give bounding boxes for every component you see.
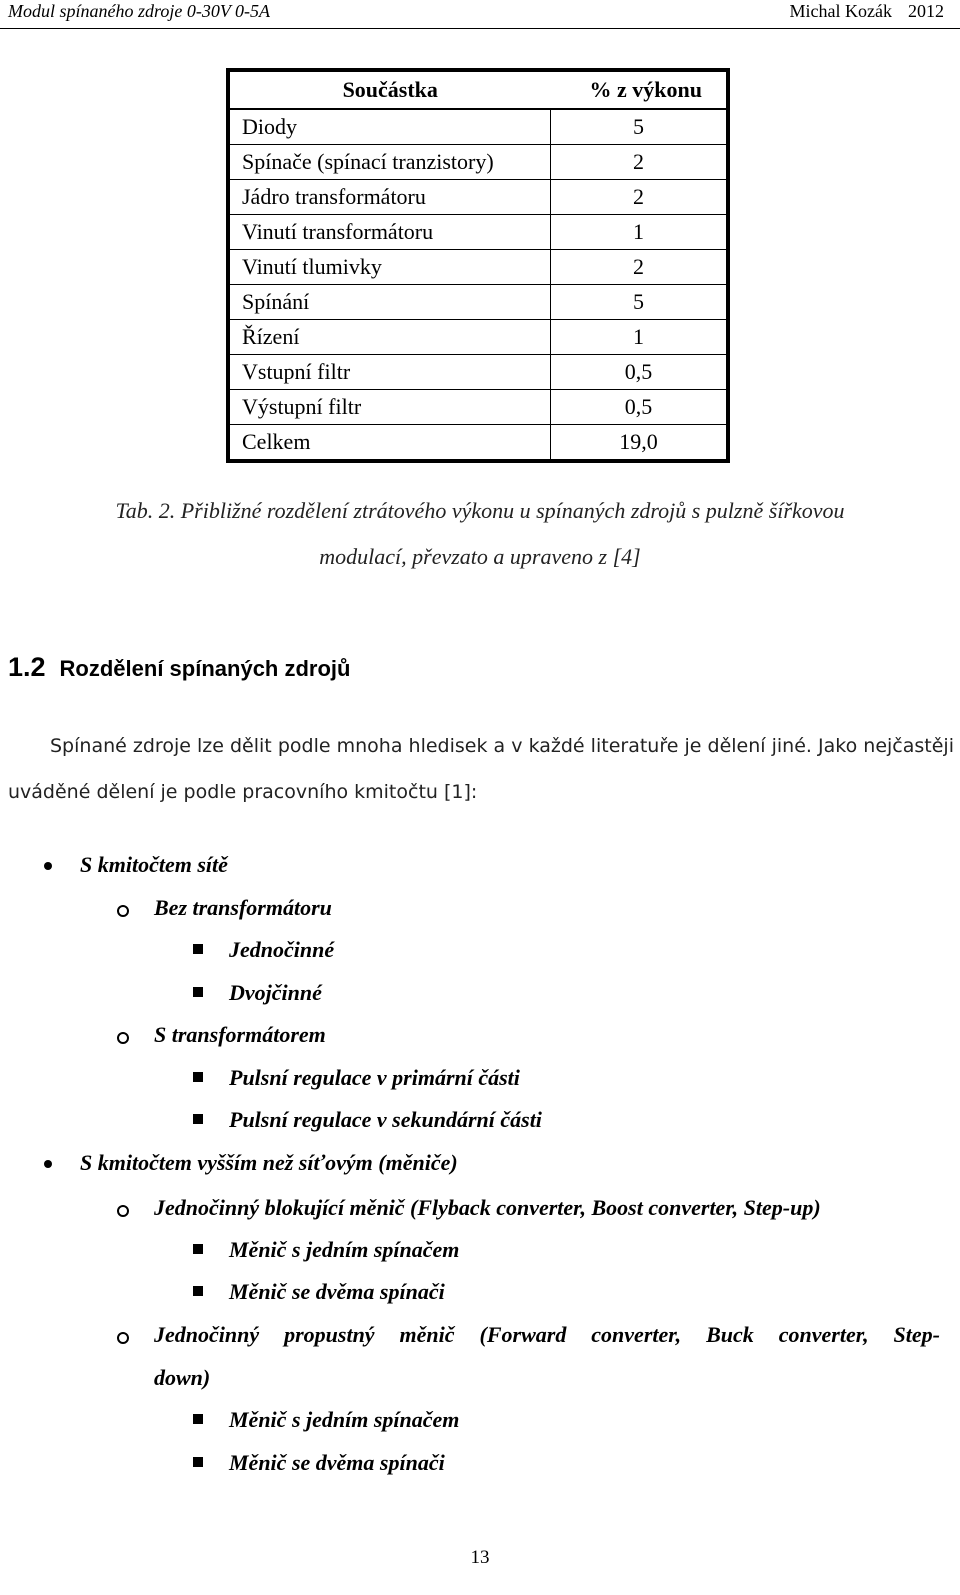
list-item [154, 891, 332, 925]
list-item-label: Měnič s jedním spínačem [229, 1237, 460, 1262]
bullet-square-icon [193, 944, 203, 954]
table-cell-component: Spínání [228, 285, 551, 320]
table-header-row [228, 70, 728, 109]
table-cell-percent: 1 [551, 320, 729, 355]
caption-line-2: modulací, převzato a upraveno z [4] [319, 544, 641, 569]
list-item [229, 1103, 542, 1137]
table-row [228, 250, 728, 285]
table-cell-component: Vstupní filtr [228, 355, 551, 390]
loss-distribution-table [226, 68, 730, 463]
table-cell-component: Diody [228, 109, 551, 145]
bullet-square-icon [193, 1286, 203, 1296]
bullet-dot-icon [44, 1160, 52, 1168]
list-item [229, 976, 322, 1010]
author-name: Michal Kozák [789, 1, 892, 21]
caption-line-1: Tab. 2. Přibližné rozdělení ztrátového výkonu u spínaných zdrojů s pulzně šířkovou [115, 498, 845, 523]
list-item-label: Měnič se dvěma spínači [229, 1279, 445, 1304]
bullet-circle-icon [117, 1332, 129, 1344]
bullet-square-icon [193, 1457, 203, 1467]
list-item [154, 1191, 821, 1225]
table-cell-percent: 0,5 [551, 390, 729, 425]
bullet-square-icon [193, 1114, 203, 1124]
table-row [228, 355, 728, 390]
section-heading [8, 652, 350, 683]
table-cell-percent: 5 [551, 109, 729, 145]
table-cell-component: Spínače (spínací tranzistory) [228, 145, 551, 180]
column-header-component: Součástka [228, 70, 551, 109]
table-cell-component: Celkem [228, 425, 551, 462]
list-item-label: Měnič s jedním spínačem [229, 1407, 460, 1432]
list-item-label: Jednočinný blokující měnič (Flyback converter, Boost converter, Step-up) [154, 1195, 821, 1220]
table-cell-percent: 0,5 [551, 355, 729, 390]
list-item [80, 1146, 458, 1180]
list-item [229, 933, 334, 967]
list-item-label: Jednočinné [229, 937, 335, 962]
list-item [154, 1018, 326, 1052]
header-author-year [790, 1, 944, 22]
table-row [228, 215, 728, 250]
bullet-circle-icon [117, 1205, 129, 1217]
table-cell-component: Výstupní filtr [228, 390, 551, 425]
table-row [228, 180, 728, 215]
list-item [229, 1233, 459, 1267]
list-item-label: down) [154, 1365, 211, 1390]
list-item-label: Bez transformátoru [154, 895, 332, 920]
table-caption [0, 488, 960, 580]
table-cell-percent: 2 [551, 145, 729, 180]
body-paragraph [8, 723, 954, 815]
table-cell-component: Vinutí tlumivky [228, 250, 551, 285]
table-cell-percent: 2 [551, 250, 729, 285]
table-row [228, 320, 728, 355]
page-header [0, 0, 960, 29]
list-item-label: Měnič se dvěma spínači [229, 1450, 445, 1475]
section-number: 1.2 [8, 652, 46, 682]
bullet-square-icon [193, 987, 203, 997]
bullet-square-icon [193, 1072, 203, 1082]
list-item-label: S transformátorem [154, 1022, 326, 1047]
section-title: Rozdělení spínaných zdrojů [59, 656, 351, 681]
list-item-continuation [154, 1361, 210, 1395]
list-item-label: Pulsní regulace v sekundární části [229, 1107, 542, 1132]
paragraph-text: Spínané zdroje lze dělit podle mnoha hledisek a v každé literatuře je dělení jiné. Jako nejčastěji uváděné dělení je podle pracovního kmitočtu [1]: [8, 735, 954, 803]
bullet-dot-icon [44, 862, 52, 870]
list-item-label: Pulsní regulace v primární části [229, 1065, 520, 1090]
table-cell-component: Jádro transformátoru [228, 180, 551, 215]
bullet-square-icon [193, 1244, 203, 1254]
table-row [228, 390, 728, 425]
list-item-label: S kmitočtem sítě [80, 852, 228, 877]
list-item-label: Jednočinný propustný měnič (Forward converter, Buck converter, Step- [154, 1322, 940, 1347]
table-cell-percent: 5 [551, 285, 729, 320]
table-cell-percent: 19,0 [619, 429, 658, 454]
table-total-row [228, 425, 728, 462]
table-cell-percent: 1 [551, 215, 729, 250]
page-number: 13 [470, 1547, 490, 1568]
document-title: Modul spínaného zdroje 0-30V 0-5A [8, 1, 270, 21]
list-item [229, 1275, 445, 1309]
table-row [228, 109, 728, 145]
column-header-percent: % z výkonu [551, 70, 729, 109]
bullet-circle-icon [117, 1032, 129, 1044]
bullet-square-icon [193, 1414, 203, 1424]
list-item [229, 1061, 520, 1095]
list-item [229, 1403, 459, 1437]
list-item [80, 848, 228, 882]
table-cell-component: Řízení [228, 320, 551, 355]
list-item [229, 1446, 445, 1480]
year: 2012 [908, 1, 944, 21]
table-cell-percent: 2 [551, 180, 729, 215]
table-row [228, 285, 728, 320]
table-row [228, 145, 728, 180]
bullet-circle-icon [117, 905, 129, 917]
list-item [154, 1318, 940, 1352]
list-item-label: Dvojčinné [229, 980, 322, 1005]
list-item-label: S kmitočtem vyšším než síťovým (měniče) [80, 1150, 458, 1175]
table-cell-component: Vinutí transformátoru [228, 215, 551, 250]
